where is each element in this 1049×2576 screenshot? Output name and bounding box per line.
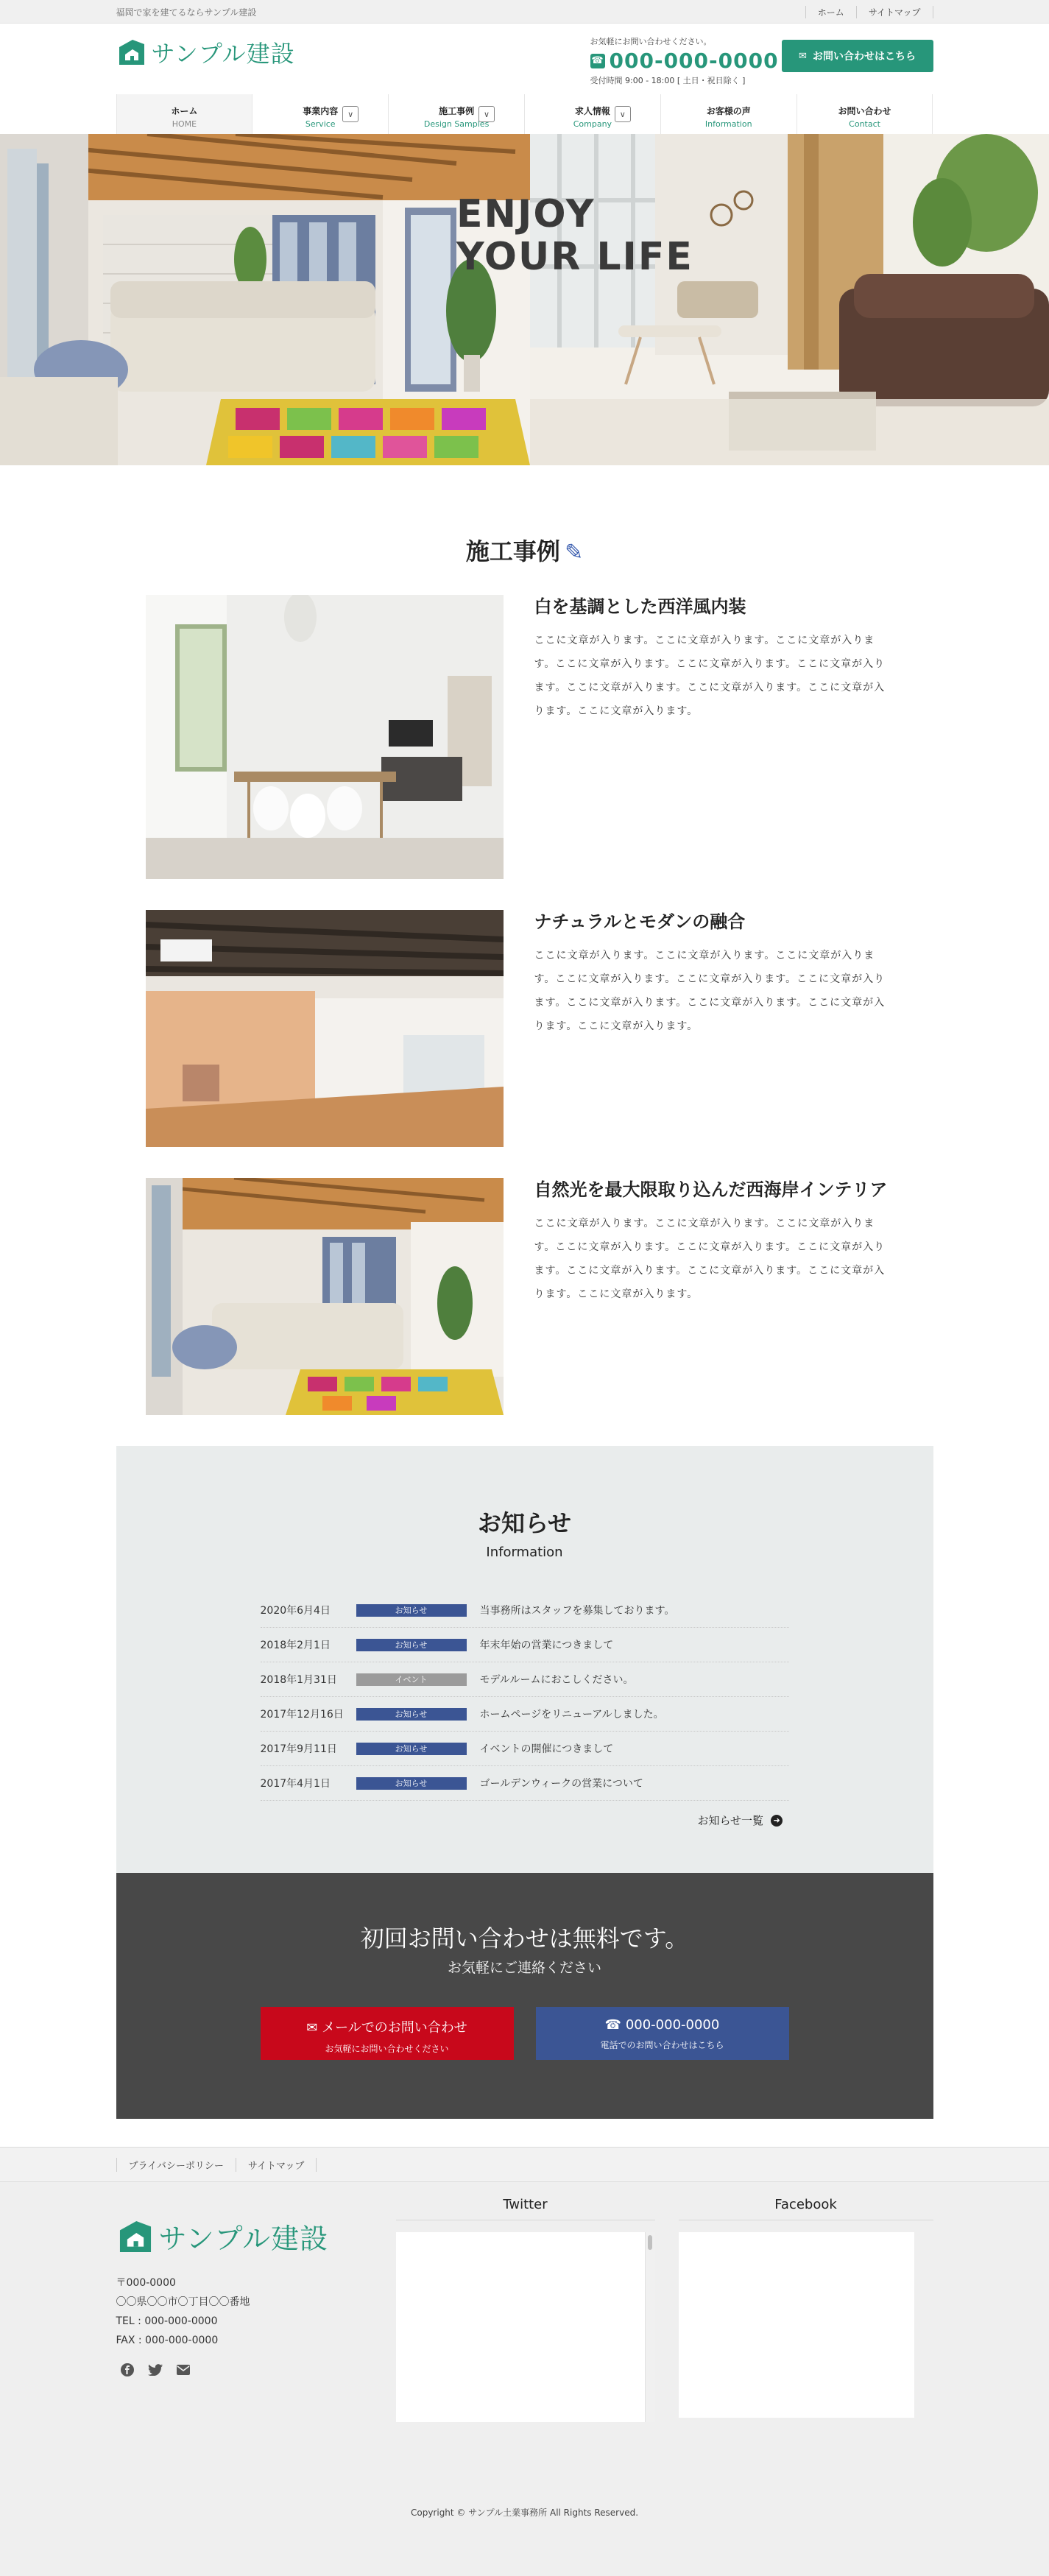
nav-sublabel: Company [573, 119, 612, 129]
site-footer [0, 2182, 1049, 2576]
news-category-badge: お知らせ [356, 1639, 467, 1651]
site-header [0, 24, 1049, 94]
news-subtitle: Information [486, 1545, 563, 1560]
scrollbar[interactable] [645, 2232, 655, 2422]
nav-label: 施工事例 [439, 106, 475, 116]
news-item[interactable] [261, 1732, 789, 1766]
nav-label: お客様の声 [706, 106, 751, 116]
news-item[interactable] [261, 1766, 789, 1801]
work-text: ここに文章が入ります。ここに文章が入ります。ここに文章が入ります。ここに文章が入ります。ここに文章が入ります。ここに文章が入ります。ここに文章が入ります。ここに文章が入ります。ここに文章が入ります。ここに文章が入ります。 [534, 1218, 886, 1300]
nav-item-contact[interactable] [797, 94, 933, 134]
hero-banner [0, 134, 1049, 465]
news-date: 2020年6月4日 [260, 1605, 331, 1617]
chevron-down-icon[interactable]: ∨ [615, 106, 631, 122]
top-bar [0, 0, 1049, 24]
facebook-widget-title: Facebook [679, 2197, 933, 2220]
work-title[interactable]: 自然光を最大限取り込んだ西海岸インテリア [534, 1179, 888, 1200]
work-item[interactable] [116, 1178, 933, 1446]
news-category-badge: イベント [356, 1673, 467, 1686]
contact-lead: お気軽にお問い合わせください。 [590, 37, 712, 46]
business-hours: 受付時間 9:00 - 18:00 [ 土日・祝日除く ] [590, 76, 746, 85]
footer-fax: FAX : 000-000-0000 [116, 2335, 219, 2346]
news-category-badge: お知らせ [356, 1708, 467, 1721]
news-date: 2017年12月16日 [260, 1709, 344, 1721]
news-link[interactable]: イベントの開催につきまして [479, 1743, 614, 1755]
news-link[interactable]: 年末年始の営業につきまして [479, 1640, 614, 1651]
work-body [534, 910, 895, 1038]
nav-label: ホーム [171, 106, 198, 116]
mail-contact-label: メールでのお問い合わせ [322, 2020, 467, 2036]
work-text: ここに文章が入ります。ここに文章が入ります。ここに文章が入ります。ここに文章が入ります。ここに文章が入ります。ここに文章が入ります。ここに文章が入ります。ここに文章が入ります。ここに文章が入ります。ここに文章が入ります。 [534, 950, 886, 1032]
hero-heading [456, 193, 693, 278]
nav-sublabel: HOME [172, 119, 197, 129]
works-title: 施工事例 [465, 537, 560, 565]
footer-logo-text: サンプル建設 [158, 2223, 329, 2255]
hero-photo-living [0, 134, 530, 465]
header-contact [590, 35, 779, 86]
news-more-label: お知らせ一覧 [697, 1814, 764, 1827]
facebook-icon[interactable] [119, 2362, 135, 2378]
nav-item-service[interactable] [252, 94, 389, 134]
work-item[interactable] [116, 910, 933, 1178]
twitter-widget-title: Twitter [396, 2197, 655, 2220]
news-section [116, 1446, 933, 1873]
mail-contact-sub: お気軽にお問い合わせください [325, 2044, 449, 2054]
nav-item-samples[interactable] [389, 94, 525, 134]
nav-label: お問い合わせ [838, 106, 891, 116]
top-link-sitemap[interactable]: サイトマップ [856, 6, 933, 18]
mail-contact-button[interactable] [261, 2007, 514, 2060]
twitter-timeline[interactable] [396, 2232, 655, 2422]
news-link[interactable]: ホームページをリニューアルしました。 [479, 1709, 664, 1721]
nav-item-company[interactable] [525, 94, 661, 134]
work-text: ここに文章が入ります。ここに文章が入ります。ここに文章が入ります。ここに文章が入ります。ここに文章が入ります。ここに文章が入ります。ここに文章が入ります。ここに文章が入ります。ここに文章が入ります。ここに文章が入ります。 [534, 635, 886, 717]
global-nav [0, 94, 1049, 134]
phone-contact-label: 000-000-0000 [625, 2017, 720, 2033]
news-date: 2018年1月31日 [260, 1674, 337, 1686]
news-title: お知らせ [477, 1509, 572, 1537]
scrollbar-thumb[interactable] [648, 2235, 652, 2250]
pencil-icon: ✎ [564, 540, 584, 565]
contact-cta-button[interactable] [782, 40, 933, 72]
news-category-badge: お知らせ [356, 1743, 467, 1755]
news-date: 2017年9月11日 [260, 1743, 337, 1755]
news-category-badge: お知らせ [356, 1604, 467, 1617]
work-photo-dining[interactable] [146, 595, 504, 879]
logo-house-icon [116, 37, 147, 68]
contact-band-heading: 初回お問い合わせは無料です。 [360, 1924, 689, 1952]
header-phone[interactable] [590, 49, 779, 73]
nav-sublabel: Contact [849, 119, 880, 129]
news-date: 2017年4月1日 [260, 1778, 331, 1790]
social-links [119, 2362, 191, 2378]
twitter-widget [396, 2197, 655, 2422]
contact-band [116, 1873, 933, 2119]
contact-cta-label: お問い合わせはこちら [812, 51, 916, 63]
chevron-down-icon[interactable]: ∨ [342, 106, 359, 122]
footer-link-sitemap[interactable]: サイトマップ [236, 2158, 317, 2172]
footer-logo[interactable] [116, 2216, 329, 2256]
nav-label: 事業内容 [303, 106, 339, 116]
footer-link-privacy[interactable]: プライバシーポリシー [116, 2158, 236, 2172]
envelope-icon: ✉ [799, 50, 807, 62]
footer-address [116, 2273, 250, 2350]
news-category-badge: お知らせ [356, 1777, 467, 1790]
nav-label: 求人情報 [574, 106, 610, 116]
work-photo-natural[interactable] [146, 910, 504, 1147]
work-photo-westcoast[interactable] [146, 1178, 504, 1415]
contact-band-subheading: お気軽にご連絡ください [447, 1960, 601, 1976]
copyright: Copyright © サンプル土業事務所 All Rights Reserved. [410, 2508, 639, 2518]
facebook-widget [679, 2197, 933, 2418]
news-more-link[interactable] [698, 1813, 783, 1828]
news-date: 2018年2月1日 [260, 1640, 331, 1651]
footer-nav [0, 2147, 1049, 2182]
envelope-icon: ✉ [306, 2020, 322, 2036]
phone-icon: ☎ [604, 2017, 626, 2033]
news-item[interactable] [261, 1662, 789, 1697]
work-title[interactable]: ナチュラルとモダンの融合 [534, 911, 746, 932]
logo-house-icon [116, 2217, 155, 2256]
news-item[interactable] [261, 1593, 789, 1628]
news-list [261, 1593, 789, 1801]
hero-line-2: YOUR LIFE [456, 235, 693, 279]
hero-line-1: ENJOY [456, 192, 596, 236]
hero-photo-lounge [530, 134, 1049, 465]
footer-tel: TEL : 000-000-0000 [116, 2315, 218, 2327]
nav-sublabel: Design Samples [423, 119, 490, 129]
phone-contact-button[interactable] [536, 2007, 789, 2060]
phone-number: 000-000-0000 [609, 49, 779, 73]
work-item[interactable] [116, 595, 933, 910]
phone-contact-sub: 電話でのお問い合わせはこちら [600, 2040, 724, 2050]
work-body [534, 1178, 895, 1306]
nav-sublabel: Service [305, 119, 336, 129]
works-heading [0, 533, 1049, 567]
phone-icon: ☎ [590, 54, 605, 68]
work-title[interactable]: 白を基調とした西洋風内装 [534, 596, 746, 617]
works-section [0, 465, 1049, 1446]
news-item[interactable] [261, 1697, 789, 1732]
mail-icon[interactable] [175, 2362, 191, 2378]
news-item[interactable] [261, 1628, 789, 1662]
news-link[interactable]: モデルルームにおこしください。 [479, 1674, 634, 1686]
top-links [805, 6, 933, 18]
street-address: 〇〇県〇〇市〇丁目〇〇番地 [116, 2296, 250, 2308]
nav-sublabel: Information [704, 119, 752, 129]
site-tagline: 福岡で家を建てるならサンプル建設 [116, 7, 257, 18]
nav-item-information[interactable] [661, 94, 797, 134]
news-link[interactable]: ゴールデンウィークの営業について [479, 1778, 643, 1790]
news-link[interactable]: 当事務所はスタッフを募集しております。 [479, 1605, 675, 1617]
nav-item-home[interactable] [117, 94, 253, 134]
facebook-page-plugin[interactable] [679, 2232, 914, 2418]
top-link-home[interactable]: ホーム [805, 6, 856, 18]
logo-text: サンプル建設 [151, 40, 295, 68]
site-logo[interactable] [116, 35, 295, 69]
work-body [534, 595, 895, 723]
twitter-icon[interactable] [147, 2362, 163, 2378]
chevron-down-icon[interactable]: ∨ [478, 106, 495, 122]
arrow-right-icon: ➜ [771, 1815, 783, 1827]
postal-code: 〒000-0000 [116, 2277, 176, 2289]
